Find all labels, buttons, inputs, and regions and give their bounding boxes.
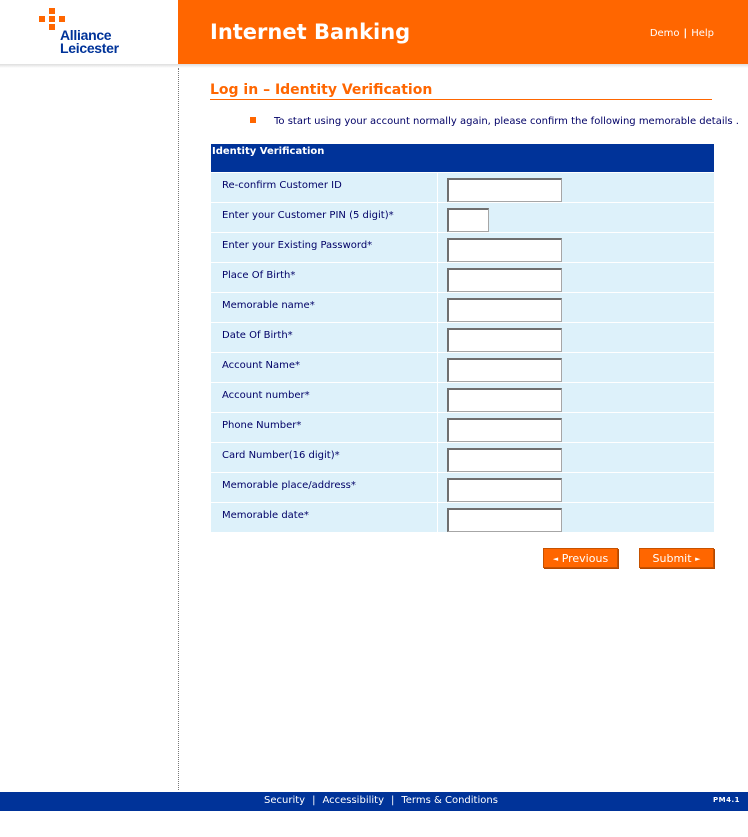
row-divider [437, 413, 438, 442]
date-of-birth-input[interactable] [447, 328, 562, 352]
row-divider [437, 173, 438, 202]
row-divider [437, 503, 438, 532]
row-divider [437, 203, 438, 232]
logo-text [60, 29, 119, 55]
submit-button-label: Submit [652, 551, 692, 565]
customer-id-input[interactable] [447, 178, 562, 202]
terms-link[interactable]: Terms & Conditions [401, 795, 498, 806]
memorable-date-label: Memorable date* [222, 510, 309, 521]
row-divider [437, 353, 438, 382]
memorable-date-input[interactable] [447, 508, 562, 532]
form-row-date-of-birth [211, 322, 714, 352]
header-title: Internet Banking [210, 20, 411, 44]
account-name-label: Account Name* [222, 360, 301, 371]
password-label: Enter your Existing Password* [222, 240, 373, 251]
instruction [250, 116, 739, 127]
demo-link[interactable]: Demo [649, 28, 680, 39]
phone-number-label: Phone Number* [222, 420, 302, 431]
row-divider [437, 473, 438, 502]
account-number-label: Account number* [222, 390, 310, 401]
logo-line-1: Alliance [60, 27, 112, 43]
brand-logo[interactable] [0, 0, 178, 64]
form-row-customer-id [211, 172, 714, 202]
place-of-birth-input[interactable] [447, 268, 562, 292]
header-separator: | [683, 28, 688, 39]
header-shadow [0, 64, 748, 68]
row-divider [437, 383, 438, 412]
page-title: Log in – Identity Verification [210, 82, 712, 100]
password-input[interactable] [447, 238, 562, 262]
customer-id-label: Re-confirm Customer ID [222, 180, 342, 191]
header-links [650, 28, 714, 39]
form-row-account-name [211, 352, 714, 382]
previous-button-label: Previous [561, 551, 609, 565]
accessibility-link[interactable]: Accessibility [322, 795, 384, 806]
footer-links [264, 795, 498, 806]
form-row-memorable-name [211, 292, 714, 322]
security-link[interactable]: Security [264, 795, 306, 806]
instruction-text: To start using your account normally again, please confirm the following memorable details . [274, 116, 739, 127]
form-row-password [211, 232, 714, 262]
form-row-account-number [211, 382, 714, 412]
row-divider [437, 233, 438, 262]
page-code: PM4.1 [713, 796, 740, 804]
account-name-input[interactable] [447, 358, 562, 382]
arrow-right-icon: ► [695, 554, 701, 563]
row-divider [437, 323, 438, 352]
footer-separator: | [312, 795, 316, 806]
pin-label: Enter your Customer PIN (5 digit)* [222, 210, 394, 221]
memorable-place-input[interactable] [447, 478, 562, 502]
phone-number-input[interactable] [447, 418, 562, 442]
submit-button[interactable] [639, 548, 714, 568]
logo-line-2: Leicester [60, 40, 119, 56]
row-divider [437, 293, 438, 322]
account-number-input[interactable] [447, 388, 562, 412]
form-row-phone-number [211, 412, 714, 442]
form-row-memorable-date [211, 502, 714, 532]
bullet-icon [250, 117, 256, 123]
row-divider [437, 263, 438, 292]
memorable-name-input[interactable] [447, 298, 562, 322]
form-row-memorable-place [211, 472, 714, 502]
header-bar [178, 0, 748, 64]
pin-input[interactable] [447, 208, 489, 232]
left-column-divider [178, 68, 179, 790]
form-row-card-number [211, 442, 714, 472]
place-of-birth-label: Place Of Birth* [222, 270, 296, 281]
card-number-label: Card Number(16 digit)* [222, 450, 340, 461]
memorable-place-label: Memorable place/address* [222, 480, 356, 491]
card-number-input[interactable] [447, 448, 562, 472]
memorable-name-label: Memorable name* [222, 300, 315, 311]
help-link[interactable]: Help [691, 28, 714, 39]
row-divider [437, 443, 438, 472]
date-of-birth-label: Date Of Birth* [222, 330, 293, 341]
form-row-pin [211, 202, 714, 232]
arrow-left-icon: ◄ [552, 554, 559, 563]
previous-button[interactable] [543, 548, 618, 568]
footer [0, 792, 748, 811]
footer-separator: | [391, 795, 395, 806]
form-header: Identity Verification [211, 144, 714, 172]
identity-verification-form [211, 144, 714, 532]
form-row-place-of-birth [211, 262, 714, 292]
